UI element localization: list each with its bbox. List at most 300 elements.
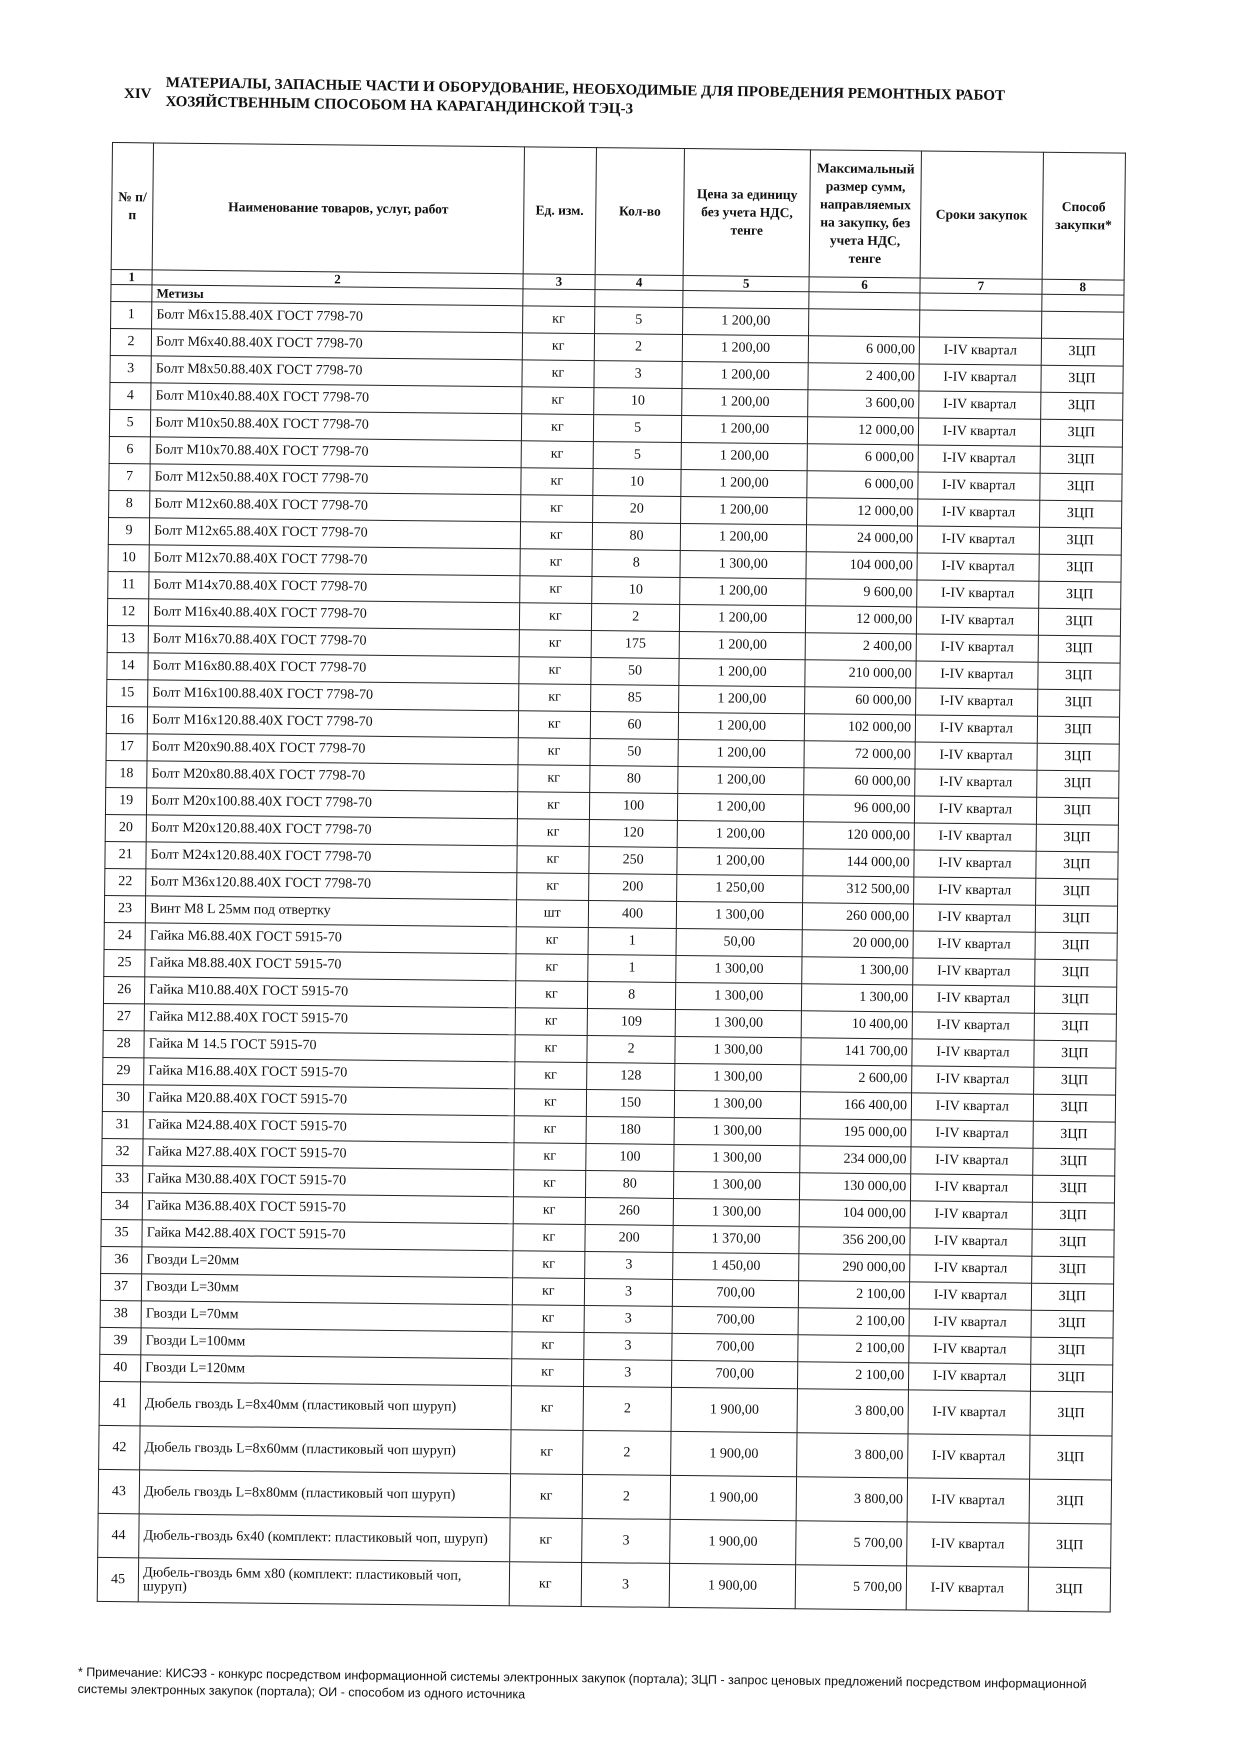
header-cell: Ед. изм. [523,147,596,275]
unit-price-cell: 1 200,00 [679,685,805,713]
purchase-method-cell: ЗЦП [1031,1310,1114,1338]
unit-cell: кг [512,1278,584,1306]
quantity-cell: 3 [584,1306,673,1334]
purchase-method-cell: ЗЦП [1035,905,1118,933]
purchase-term-cell: I-IV квартал [908,1434,1030,1479]
purchase-term-cell: I-IV квартал [913,904,1035,932]
header-row [111,143,1125,281]
unit-cell: кг [509,1562,582,1607]
purchase-term-cell: I-IV квартал [919,364,1041,392]
row-number: 30 [102,1084,143,1111]
footnote: * Примечание: КИСЭЗ - конкурс посредством информационной системы электронных закупок (портала); ЗЦП - запрос ценовых предложений посредством информационной системы электронных закупок (портала); ОИ - способом из одного источника [77,1664,1087,1702]
quantity-cell: 10 [592,577,681,605]
unit-price-cell: 1 200,00 [683,334,809,362]
procurement-table [97,142,1126,1613]
unit-cell: кг [512,1332,584,1360]
unit-price-cell: 1 200,00 [679,631,805,659]
purchase-method-cell: ЗЦП [1040,419,1123,447]
item-name: Гайка М12.88.40Х ГОСТ 5915-70 [144,1004,515,1035]
item-name: Болт М24х120.88.40Х ГОСТ 7798-70 [146,842,517,873]
unit-cell: кг [521,387,593,415]
item-name: Болт М12х50.88.40Х ГОСТ 7798-70 [150,464,521,495]
section-number: XIV [124,86,152,102]
max-sum-cell: 6 000,00 [808,336,919,364]
purchase-term-cell: I-IV квартал [910,1201,1032,1229]
row-number: 39 [100,1327,141,1354]
purchase-term-cell: I-IV квартал [916,634,1038,662]
unit-price-cell: 1 900,00 [671,1387,797,1432]
quantity-cell: 120 [589,820,678,848]
row-number: 27 [103,1003,144,1030]
max-sum-cell: 210 000,00 [805,660,916,688]
purchase-method-cell: ЗЦП [1033,1121,1116,1149]
purchase-term-cell: I-IV квартал [912,1012,1034,1040]
purchase-method-cell: ЗЦП [1039,473,1122,501]
quantity-cell: 180 [586,1117,675,1145]
header-cell: Максимальный размер сумм, направляемых на закупку, без учета НДС, тенге [809,150,921,278]
item-name: Болт М8х50.88.40Х ГОСТ 7798-70 [151,356,522,387]
item-name: Болт М20х80.88.40Х ГОСТ 7798-70 [147,761,518,792]
max-sum-cell: 102 000,00 [804,714,915,742]
quantity-cell: 3 [581,1518,670,1563]
unit-cell: кг [522,306,594,334]
max-sum-cell: 1 300,00 [801,984,912,1012]
unit-price-cell: 1 200,00 [681,496,807,524]
purchase-term-cell: I-IV квартал [912,1039,1034,1067]
unit-cell: кг [509,1518,582,1563]
quantity-cell: 3 [583,1360,672,1388]
unit-price-cell: 1 300,00 [676,982,802,1010]
max-sum-cell: 141 700,00 [801,1038,912,1066]
purchase-term-cell: I-IV квартал [912,1066,1034,1094]
purchase-method-cell: ЗЦП [1039,500,1122,528]
max-sum-cell: 9 600,00 [806,579,917,607]
purchase-method-cell: ЗЦП [1028,1567,1111,1612]
purchase-method-cell: ЗЦП [1039,527,1122,555]
row-number: 20 [105,814,146,841]
unit-price-cell: 1 300,00 [680,550,806,578]
purchase-term-cell: I-IV квартал [907,1478,1029,1523]
unit-cell: кг [517,819,589,847]
purchase-method-cell: ЗЦП [1035,851,1118,879]
unit-price-cell: 1 300,00 [674,1198,800,1226]
purchase-method-cell: ЗЦП [1041,338,1124,366]
unit-price-cell: 1 200,00 [678,739,804,767]
quantity-cell: 2 [594,334,683,362]
purchase-term-cell: I-IV квартал [911,1147,1033,1175]
purchase-method-cell: ЗЦП [1034,1013,1117,1041]
purchase-method-cell: ЗЦП [1040,446,1123,474]
purchase-term-cell: I-IV квартал [908,1390,1030,1435]
item-name: Болт М14х70.88.40Х ГОСТ 7798-70 [149,572,520,603]
unit-price-cell: 700,00 [672,1333,798,1361]
max-sum-cell: 96 000,00 [803,795,914,823]
max-sum-cell: 195 000,00 [800,1119,911,1147]
row-number: 9 [108,517,149,544]
max-sum-cell: 166 400,00 [800,1092,911,1120]
max-sum-cell: 6 000,00 [807,471,918,499]
max-sum-cell: 6 000,00 [807,444,918,472]
purchase-term-cell: I-IV квартал [911,1174,1033,1202]
unit-cell: кг [518,711,590,739]
unit-cell: кг [520,522,592,550]
row-number: 13 [107,625,148,652]
quantity-cell: 10 [594,388,683,416]
column-number: 7 [920,278,1042,294]
unit-price-cell: 1 300,00 [674,1171,800,1199]
column-number: 8 [1042,279,1125,295]
purchase-term-cell: I-IV квартал [917,553,1039,581]
item-name: Гайка М 14.5 ГОСТ 5915-70 [144,1031,515,1062]
purchase-term-cell: I-IV квартал [913,931,1035,959]
purchase-method-cell: ЗЦП [1037,662,1120,690]
purchase-term-cell: I-IV квартал [914,877,1036,905]
max-sum-cell: 104 000,00 [806,552,917,580]
row-number: 1 [111,301,152,328]
quantity-cell: 60 [590,712,679,740]
row-number: 8 [109,490,150,517]
unit-cell: кг [511,1359,583,1387]
quantity-cell: 3 [584,1279,673,1307]
row-number: 22 [105,868,146,895]
quantity-cell: 3 [584,1333,673,1361]
quantity-cell: 8 [587,982,676,1010]
row-number: 21 [105,841,146,868]
unit-price-cell: 1 200,00 [682,361,808,389]
purchase-term-cell: I-IV квартал [917,607,1039,635]
row-number: 16 [106,706,147,733]
item-name: Болт М16х70.88.40Х ГОСТ 7798-70 [148,626,519,657]
purchase-method-cell: ЗЦП [1033,1067,1116,1095]
item-name: Гайка М42.88.40Х ГОСТ 5915-70 [142,1220,513,1251]
unit-cell: кг [521,468,593,496]
item-name: Болт М12х60.88.40Х ГОСТ 7798-70 [150,491,521,522]
quantity-cell: 1 [588,928,677,956]
unit-cell: шт [516,900,588,928]
unit-cell: кг [519,630,591,658]
purchase-method-cell: ЗЦП [1037,689,1120,717]
purchase-term-cell: I-IV квартал [916,688,1038,716]
purchase-term-cell: I-IV квартал [909,1309,1031,1337]
group-label: Метизы [152,285,523,306]
quantity-cell: 100 [589,793,678,821]
purchase-term-cell: I-IV квартал [916,661,1038,689]
quantity-cell: 200 [585,1225,674,1253]
purchase-term-cell: I-IV квартал [911,1120,1033,1148]
purchase-term-cell: I-IV квартал [909,1282,1031,1310]
quantity-cell: 50 [591,658,680,686]
quantity-cell: 80 [590,766,679,794]
quantity-cell: 3 [581,1562,670,1607]
purchase-term-cell: I-IV квартал [919,337,1041,365]
quantity-cell: 50 [590,739,679,767]
purchase-term-cell: I-IV квартал [918,472,1040,500]
item-name: Гвозди L=120мм [141,1355,512,1386]
purchase-term-cell: I-IV квартал [909,1336,1031,1364]
max-sum-cell: 10 400,00 [801,1011,912,1039]
column-number: 4 [595,275,684,291]
quantity-cell: 10 [593,469,682,497]
max-sum-cell: 60 000,00 [805,687,916,715]
quantity-cell: 100 [586,1144,675,1172]
max-sum-cell: 20 000,00 [802,930,913,958]
quantity-cell: 2 [583,1387,672,1432]
purchase-method-cell: ЗЦП [1036,824,1119,852]
item-name: Болт М10х70.88.40Х ГОСТ 7798-70 [150,437,521,468]
unit-price-cell: 1 200,00 [681,523,807,551]
unit-cell: кг [516,927,588,955]
item-name: Гайка М24.88.40Х ГОСТ 5915-70 [143,1112,514,1143]
item-name: Болт М20х120.88.40Х ГОСТ 7798-70 [146,815,517,846]
unit-price-cell: 1 300,00 [674,1144,800,1172]
purchase-method-cell: ЗЦП [1032,1202,1115,1230]
purchase-method-cell: ЗЦП [1032,1175,1115,1203]
quantity-cell: 2 [591,604,680,632]
purchase-method-cell: ЗЦП [1037,716,1120,744]
item-name: Болт М10х40.88.40Х ГОСТ 7798-70 [151,383,522,414]
unit-price-cell: 1 250,00 [677,874,803,902]
item-name: Болт М16х120.88.40Х ГОСТ 7798-70 [147,707,518,738]
row-number: 41 [99,1381,141,1425]
purchase-method-cell: ЗЦП [1033,1094,1116,1122]
purchase-method-cell: ЗЦП [1039,554,1122,582]
purchase-method-cell: ЗЦП [1036,770,1119,798]
unit-cell: кг [513,1170,585,1198]
max-sum-cell: 5 700,00 [795,1565,907,1610]
max-sum-cell: 2 400,00 [805,633,916,661]
purchase-term-cell: I-IV квартал [911,1093,1033,1121]
purchase-method-cell: ЗЦП [1028,1523,1111,1568]
column-number: 1 [111,269,152,284]
item-name: Болт М16х80.88.40Х ГОСТ 7798-70 [148,653,519,684]
unit-price-cell: 1 200,00 [680,604,806,632]
unit-price-cell: 1 200,00 [682,388,808,416]
row-number: 29 [103,1057,144,1084]
quantity-cell: 8 [592,550,681,578]
purchase-term-cell: I-IV квартал [915,715,1037,743]
unit-price-cell: 1 200,00 [677,847,803,875]
max-sum-cell: 72 000,00 [804,741,915,769]
max-sum-cell: 312 500,00 [803,876,914,904]
column-number: 3 [523,274,595,290]
max-sum-cell [808,309,919,337]
item-name: Гайка М27.88.40Х ГОСТ 5915-70 [143,1139,514,1170]
purchase-term-cell: I-IV квартал [910,1228,1032,1256]
column-number: 2 [152,270,523,289]
purchase-method-cell: ЗЦП [1031,1256,1114,1284]
item-name: Болт М10х50.88.40Х ГОСТ 7798-70 [151,410,522,441]
quantity-cell: 20 [592,496,681,524]
max-sum-cell: 356 200,00 [799,1227,910,1255]
max-sum-cell: 144 000,00 [803,849,914,877]
unit-price-cell: 1 200,00 [681,442,807,470]
header-cell: Сроки закупок [920,151,1043,279]
purchase-method-cell: ЗЦП [1034,986,1117,1014]
unit-cell: кг [513,1197,585,1225]
unit-cell: кг [515,1008,587,1036]
quantity-cell: 109 [587,1009,676,1037]
document-title: МАТЕРИАЛЫ, ЗАПАСНЫЕ ЧАСТИ И ОБОРУДОВАНИЕ, НЕОБХОДИМЫЕ ДЛЯ ПРОВЕДЕНИЯ РЕМОНТНЫХ РАБОТ ХОЗЯЙСТВЕННЫМ СПОСОБОМ НА КАРАГАНДИНСКОЙ ТЭЦ-3 [165,74,1006,118]
unit-price-cell: 700,00 [672,1306,798,1334]
purchase-term-cell: I-IV квартал [914,823,1036,851]
item-name: Гвозди L=70мм [141,1301,512,1332]
max-sum-cell: 3 800,00 [797,1389,909,1434]
purchase-method-cell: ЗЦП [1031,1229,1114,1257]
purchase-method-cell: ЗЦП [1038,635,1121,663]
unit-price-cell: 1 200,00 [683,307,809,335]
row-number: 6 [109,436,150,463]
max-sum-cell: 2 100,00 [797,1362,908,1390]
purchase-method-cell: ЗЦП [1035,932,1118,960]
item-name: Дюбель гвоздь L=8х40мм (пластиковый чоп шуруп) [140,1382,511,1430]
max-sum-cell: 2 600,00 [801,1065,912,1093]
header-cell: Способ закупки* [1042,152,1126,280]
header-cell: Наименование товаров, услуг, работ [152,143,524,274]
purchase-term-cell: I-IV квартал [910,1255,1032,1283]
item-name: Болт М20х90.88.40Х ГОСТ 7798-70 [147,734,518,765]
purchase-term-cell: I-IV квартал [918,445,1040,473]
item-name: Болт М12х70.88.40Х ГОСТ 7798-70 [149,545,520,576]
unit-cell: кг [515,1035,587,1063]
unit-cell: кг [520,549,592,577]
unit-cell: кг [510,1430,583,1475]
quantity-cell: 150 [586,1090,675,1118]
max-sum-cell: 290 000,00 [799,1254,910,1282]
purchase-term-cell: I-IV квартал [915,769,1037,797]
unit-cell: кг [516,873,588,901]
unit-price-cell: 1 300,00 [676,955,802,983]
max-sum-cell: 2 400,00 [808,363,919,391]
row-number: 31 [102,1111,143,1138]
unit-cell: кг [517,792,589,820]
quantity-cell: 175 [591,631,680,659]
max-sum-cell: 2 100,00 [798,1281,909,1309]
purchase-method-cell: ЗЦП [1032,1148,1115,1176]
row-number: 12 [107,598,148,625]
purchase-term-cell: I-IV квартал [913,958,1035,986]
purchase-method-cell: ЗЦП [1029,1435,1112,1480]
unit-price-cell: 1 300,00 [674,1117,800,1145]
unit-price-cell: 700,00 [672,1360,798,1388]
unit-cell: кг [510,1474,583,1519]
unit-price-cell: 1 300,00 [676,1009,802,1037]
unit-price-cell: 1 300,00 [677,901,803,929]
purchase-method-cell: ЗЦП [1038,581,1121,609]
row-number: 15 [107,679,148,706]
max-sum-cell: 60 000,00 [804,768,915,796]
max-sum-cell: 120 000,00 [803,822,914,850]
unit-cell: кг [515,981,587,1009]
row-number: 23 [104,895,145,922]
purchase-method-cell: ЗЦП [1041,365,1124,393]
max-sum-cell: 5 700,00 [796,1521,908,1566]
quantity-cell: 85 [590,685,679,713]
row-number: 36 [101,1246,142,1273]
row-number: 17 [106,733,147,760]
unit-cell: кг [522,333,594,361]
item-name: Болт М12х65.88.40Х ГОСТ 7798-70 [149,518,520,549]
quantity-cell: 2 [582,1474,671,1519]
row-number: 43 [98,1469,140,1513]
quantity-cell: 80 [592,523,681,551]
item-name: Болт М6х40.88.40Х ГОСТ 7798-70 [151,329,522,360]
purchase-term-cell: I-IV квартал [906,1566,1028,1611]
max-sum-cell: 104 000,00 [799,1200,910,1228]
unit-cell: кг [520,495,592,523]
unit-cell: кг [519,576,591,604]
unit-price-cell: 1 900,00 [670,1475,796,1520]
unit-price-cell: 1 200,00 [681,469,807,497]
quantity-cell: 260 [585,1198,674,1226]
max-sum-cell: 24 000,00 [806,525,917,553]
unit-price-cell: 1 450,00 [673,1252,799,1280]
unit-cell: кг [518,684,590,712]
purchase-method-cell [1041,311,1124,339]
row-number: 14 [107,652,148,679]
item-name: Дюбель-гвоздь 6х40 (комплект: пластиковый чоп, шуруп) [139,1514,510,1562]
max-sum-cell: 3 600,00 [808,390,919,418]
row-number: 10 [108,544,149,571]
unit-cell: кг [514,1116,586,1144]
item-name: Гайка М6.88.40Х ГОСТ 5915-70 [145,923,516,954]
unit-price-cell: 1 200,00 [678,793,804,821]
quantity-cell: 1 [588,955,677,983]
quantity-cell: 200 [588,874,677,902]
purchase-method-cell: ЗЦП [1040,392,1123,420]
quantity-cell: 80 [585,1171,674,1199]
item-name: Болт М16х100.88.40Х ГОСТ 7798-70 [148,680,519,711]
unit-price-cell: 1 200,00 [678,766,804,794]
row-number: 32 [102,1138,143,1165]
item-name: Гайка М20.88.40Х ГОСТ 5915-70 [144,1085,515,1116]
purchase-term-cell: I-IV квартал [914,850,1036,878]
unit-cell: кг [517,846,589,874]
unit-cell: кг [521,414,593,442]
item-name: Гайка М16.88.40Х ГОСТ 5915-70 [144,1058,515,1089]
unit-cell: кг [511,1386,584,1431]
purchase-method-cell: ЗЦП [1038,608,1121,636]
row-number: 33 [101,1165,142,1192]
purchase-method-cell: ЗЦП [1036,797,1119,825]
max-sum-cell: 3 800,00 [796,1477,908,1522]
item-name: Болт М36х120.88.40Х ГОСТ 7798-70 [146,869,517,900]
row-number: 42 [99,1425,141,1469]
unit-price-cell: 1 200,00 [679,712,805,740]
max-sum-cell: 1 300,00 [802,957,913,985]
row-number: 28 [103,1030,144,1057]
quantity-cell: 400 [588,901,677,929]
max-sum-cell: 234 000,00 [800,1146,911,1174]
row-number: 19 [105,787,146,814]
purchase-method-cell: ЗЦП [1033,1040,1116,1068]
quantity-cell: 2 [587,1036,676,1064]
item-name: Гайка М8.88.40Х ГОСТ 5915-70 [145,950,516,981]
unit-cell: кг [519,603,591,631]
purchase-term-cell: I-IV квартал [913,985,1035,1013]
max-sum-cell: 130 000,00 [799,1173,910,1201]
quantity-cell: 5 [593,415,682,443]
table-row [97,1557,1110,1612]
row-number: 38 [100,1300,141,1327]
row-number: 45 [97,1557,139,1601]
item-name: Дюбель гвоздь L=8х80мм (пластиковый чоп шуруп) [139,1470,510,1518]
item-name: Болт М20х100.88.40Х ГОСТ 7798-70 [147,788,518,819]
purchase-method-cell: ЗЦП [1029,1479,1112,1524]
unit-price-cell: 1 900,00 [671,1431,797,1476]
row-number: 25 [104,949,145,976]
purchase-term-cell: I-IV квартал [918,499,1040,527]
purchase-term-cell: I-IV квартал [919,418,1041,446]
